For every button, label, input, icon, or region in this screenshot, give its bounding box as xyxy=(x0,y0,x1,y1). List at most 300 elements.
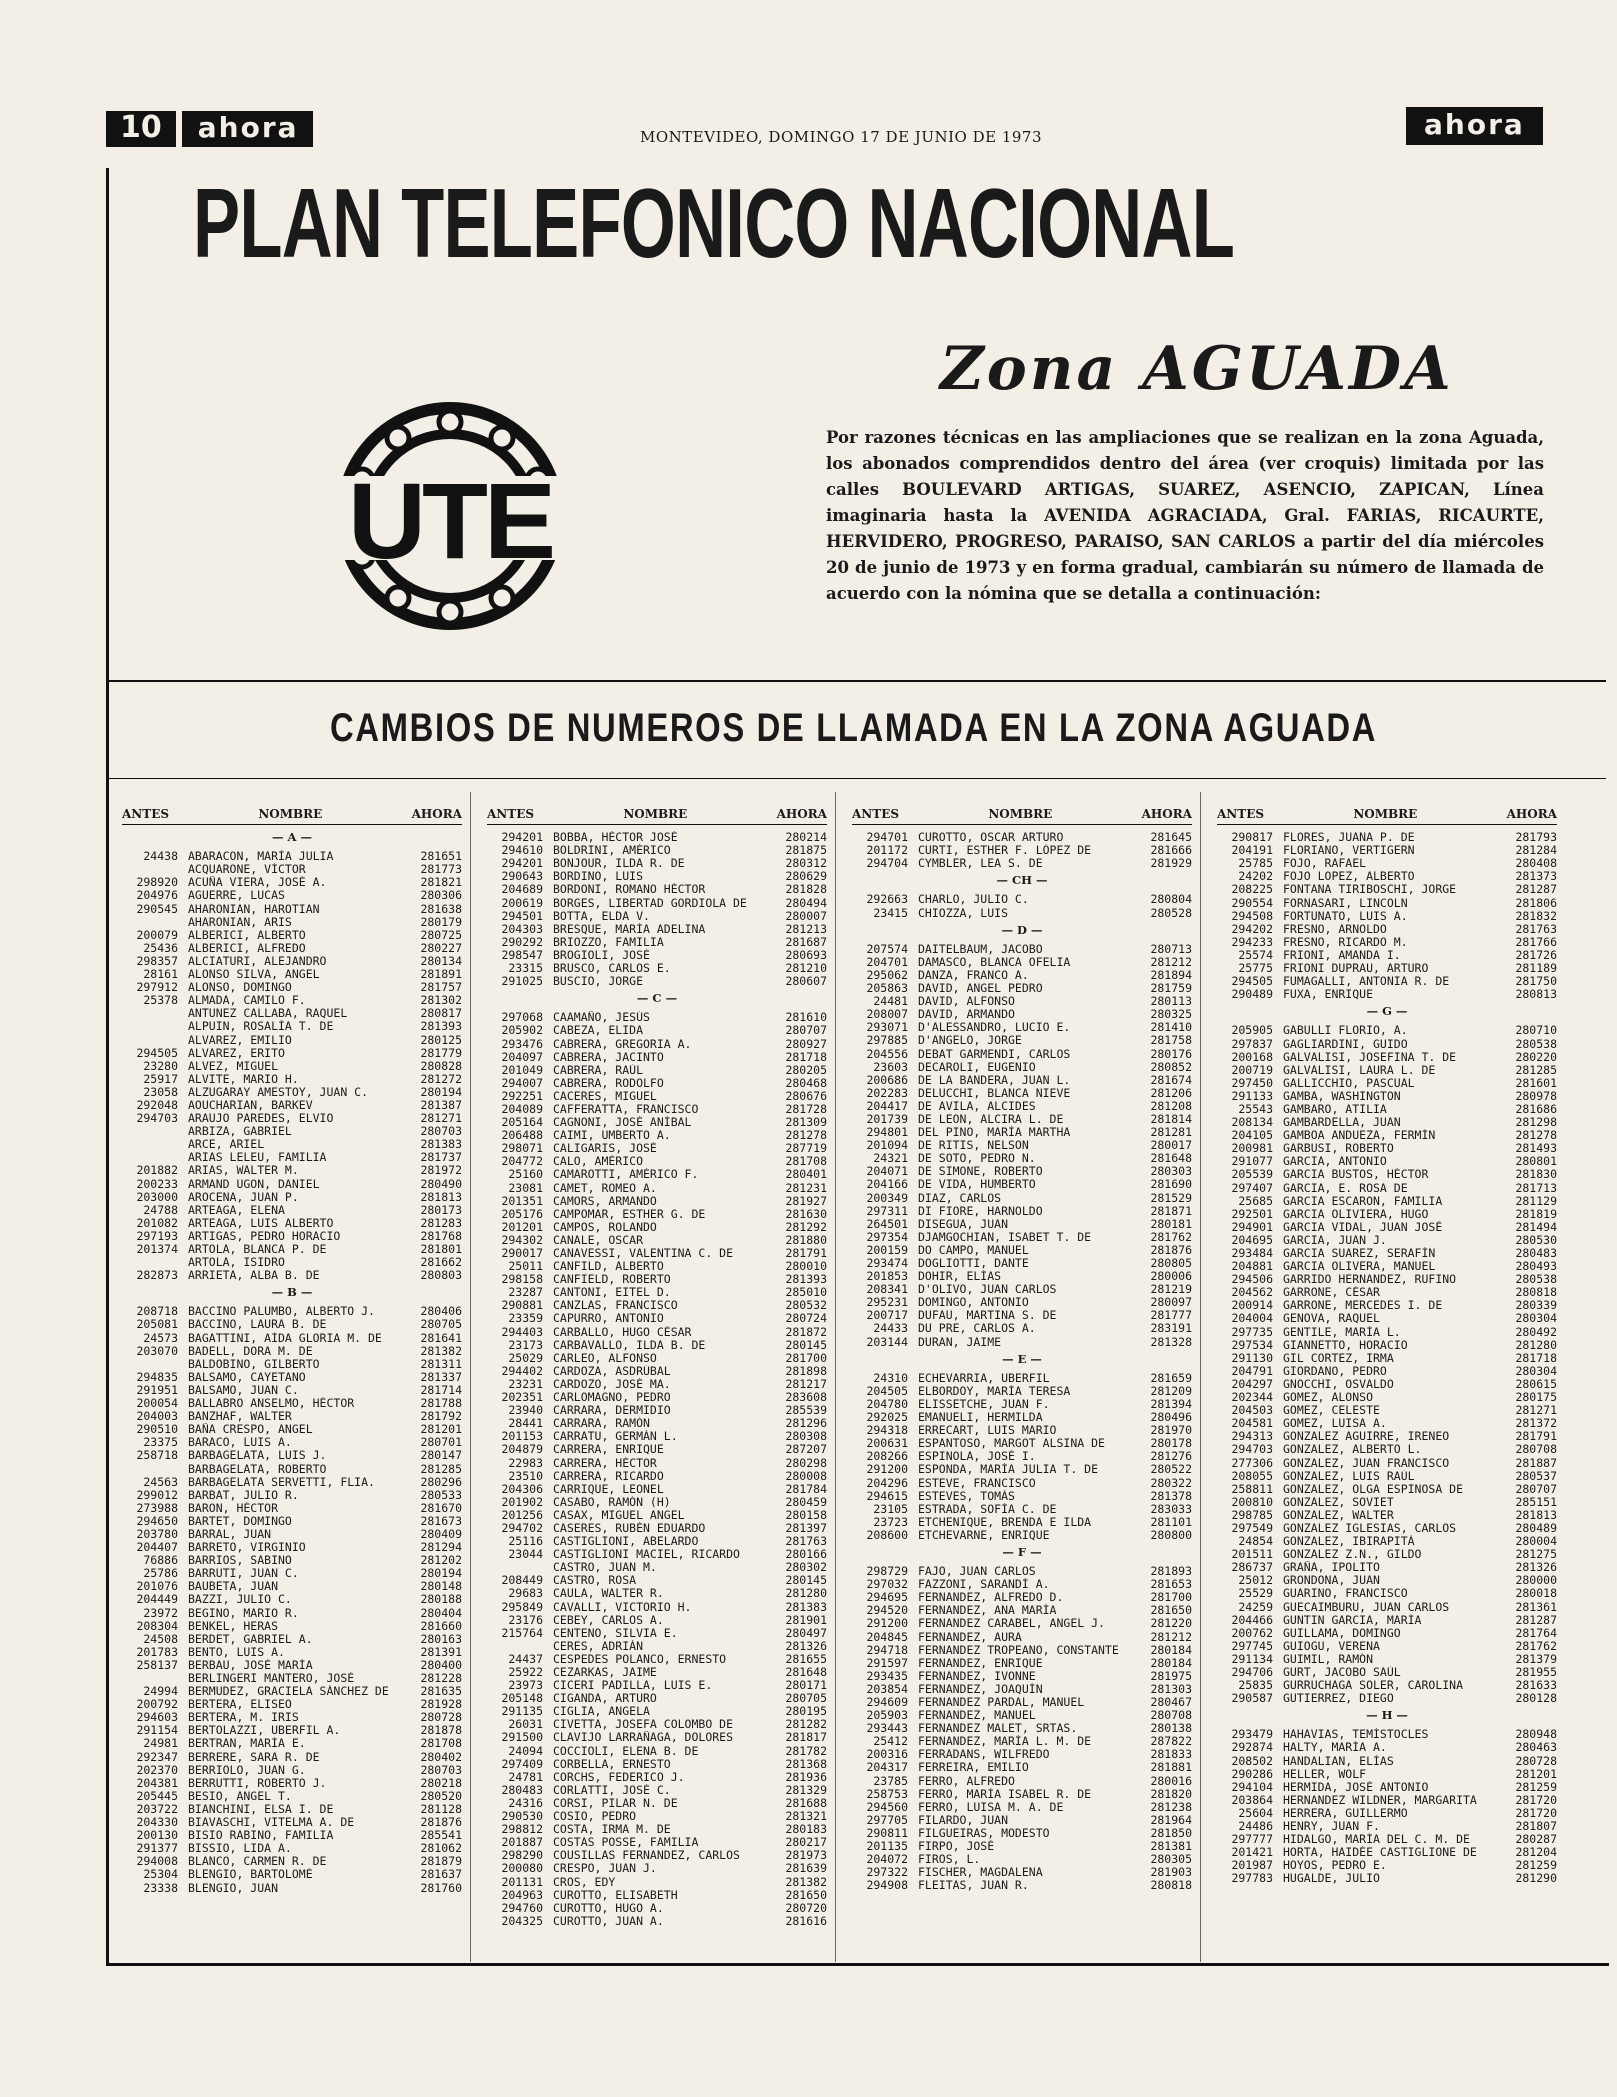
table-row xyxy=(852,1801,1192,1814)
new-number: 280724 xyxy=(785,1311,827,1326)
table-row xyxy=(852,1463,1192,1476)
old-number: 294704 xyxy=(866,856,908,871)
subscriber-name: ARTEAGA, LUIS ALBERTO xyxy=(188,1216,334,1230)
new-number: 281326 xyxy=(785,1638,827,1653)
old-number: 294706 xyxy=(1231,1665,1273,1679)
new-number: 281728 xyxy=(785,1101,827,1116)
old-number: 204003 xyxy=(136,1409,178,1424)
subscriber-name: FLORES, JUANA P. DE xyxy=(1283,831,1415,845)
table-row xyxy=(852,1231,1192,1244)
new-number: 281208 xyxy=(1150,1098,1192,1113)
new-number: 281779 xyxy=(420,1045,462,1060)
old-number: 297322 xyxy=(866,1865,908,1880)
table-row xyxy=(852,1657,1192,1670)
old-number: 205863 xyxy=(866,981,908,996)
subscriber-name: D'ALESSANDRO, LUCIO E. xyxy=(918,1021,1071,1035)
subscriber-name: CASTRO, ROSA xyxy=(553,1574,637,1588)
new-number: 281212 xyxy=(1150,1629,1192,1644)
table-row xyxy=(487,1548,827,1561)
new-number: 281801 xyxy=(420,1242,462,1256)
table-row xyxy=(487,1339,827,1352)
new-number: 281272 xyxy=(420,1071,462,1086)
old-number: 294609 xyxy=(866,1695,908,1709)
new-number: 281975 xyxy=(1150,1668,1192,1683)
old-number: 204105 xyxy=(1231,1128,1273,1143)
old-number: 23359 xyxy=(508,1311,543,1326)
old-number: 23375 xyxy=(143,1435,178,1450)
subscriber-name: AROCENA, JUAN P. xyxy=(188,1190,299,1204)
old-number: 201421 xyxy=(1231,1845,1273,1860)
subscriber-name: CASAX, MIGUEL ANGEL xyxy=(553,1508,685,1522)
letter-heading: — G — xyxy=(1366,1004,1408,1019)
table-row xyxy=(852,1034,1192,1047)
new-number: 280828 xyxy=(420,1058,462,1073)
old-number: 24310 xyxy=(873,1370,908,1385)
old-number: 204330 xyxy=(136,1815,178,1830)
new-number: 281893 xyxy=(1150,1564,1192,1579)
subscriber-name: BRIOZZO, FAMILIA xyxy=(553,935,664,949)
new-number: 281708 xyxy=(785,1154,827,1169)
table-row xyxy=(487,1876,827,1889)
new-number: 281276 xyxy=(1150,1449,1192,1464)
old-number: 291154 xyxy=(136,1723,178,1738)
new-number: 281929 xyxy=(1150,856,1192,871)
directory-column xyxy=(122,808,462,1958)
new-number: 280818 xyxy=(1150,1878,1192,1893)
new-number: 280490 xyxy=(420,1176,462,1191)
new-number: 281955 xyxy=(1515,1665,1557,1679)
subscriber-name: DOGLIOTTI, DANTE xyxy=(918,1257,1029,1270)
old-number: 291130 xyxy=(1231,1350,1273,1365)
new-number: 280528 xyxy=(1150,905,1192,920)
subscriber-name: DE SIMONE, ROBERTO xyxy=(918,1165,1043,1179)
subscriber-name: GARCIA ESCARON, FAMILIA xyxy=(1283,1194,1443,1208)
subscriber-name: HALTY, MARÍA A. xyxy=(1283,1741,1387,1755)
new-number: 281791 xyxy=(785,1246,827,1260)
new-number: 280184 xyxy=(1150,1655,1192,1670)
new-number: 280708 xyxy=(1515,1442,1557,1457)
subscriber-name: BARACO, LUIS A. xyxy=(188,1436,292,1450)
new-number: 281378 xyxy=(1150,1488,1192,1503)
old-number: 25543 xyxy=(1238,1101,1273,1116)
table-row xyxy=(487,1483,827,1496)
table-row xyxy=(1217,1064,1557,1077)
table-row xyxy=(122,1217,462,1230)
old-number: 200686 xyxy=(866,1072,908,1087)
old-number: 294718 xyxy=(866,1642,908,1657)
subscriber-name: FIROS, L. xyxy=(918,1853,981,1867)
table-row xyxy=(852,1529,1192,1542)
subscriber-name: HOYOS, PEDRO E. xyxy=(1283,1859,1387,1873)
old-number: 25436 xyxy=(143,940,178,955)
new-number: 280728 xyxy=(1515,1753,1557,1768)
new-number: 281894 xyxy=(1150,967,1192,982)
brand-logo-right: ahora xyxy=(1406,107,1543,145)
subscriber-name: CANALE, OSCAR xyxy=(553,1233,644,1247)
table-row xyxy=(1217,1312,1557,1325)
new-number: 280173 xyxy=(420,1202,462,1217)
subscriber-name: BACCINO, LAURA B. DE xyxy=(188,1318,327,1332)
subscriber-name: BOTTA, ELDA V. xyxy=(553,909,650,923)
new-number: 280483 xyxy=(1515,1246,1557,1260)
new-number: 281630 xyxy=(785,1206,827,1221)
subscriber-name: GARCIA OLIVIERA, HUGO xyxy=(1283,1207,1429,1221)
table-row xyxy=(852,1074,1192,1087)
new-number: 280218 xyxy=(420,1775,462,1790)
subscriber-name: CLAVIJO LARRAÑAGA, DOLORES xyxy=(553,1731,734,1745)
old-number: 201853 xyxy=(866,1269,908,1284)
table-row xyxy=(122,850,462,863)
old-number: 25412 xyxy=(873,1734,908,1749)
old-number: 202351 xyxy=(501,1390,543,1405)
subscriber-name: ALVAREZ, EMILIO xyxy=(188,1033,292,1047)
new-number: 281213 xyxy=(785,921,827,936)
new-number: 280004 xyxy=(1515,1534,1557,1549)
subscriber-name: ESPONDA, MARÍA JULIA T. DE xyxy=(918,1463,1099,1477)
old-number: 277306 xyxy=(1231,1455,1273,1470)
old-number: 290489 xyxy=(1231,987,1273,1002)
old-number: 297912 xyxy=(136,980,178,995)
new-number: 281639 xyxy=(785,1861,827,1876)
column-header xyxy=(1217,808,1557,825)
new-number: 281321 xyxy=(785,1809,827,1824)
table-row xyxy=(122,1047,462,1060)
subscriber-name: BARRETO, VIRGINIO xyxy=(188,1541,306,1555)
subscriber-name: CACERES, MIGUEL xyxy=(553,1089,657,1103)
subscriber-name: BENKEL, HERAS xyxy=(188,1619,279,1633)
subscriber-name: FOJO, RAFAEL xyxy=(1283,857,1367,871)
old-number: 201049 xyxy=(501,1062,543,1077)
old-number: 26031 xyxy=(508,1717,543,1732)
subscriber-name: CERES, ADRIÁN xyxy=(553,1639,644,1653)
new-number: 280492 xyxy=(1515,1324,1557,1339)
new-number: 281494 xyxy=(1515,1219,1557,1234)
subscriber-name: ARBIZA, GABRIEL xyxy=(188,1125,292,1139)
new-number: 281382 xyxy=(785,1874,827,1889)
new-number: 281202 xyxy=(420,1553,462,1568)
table-row xyxy=(487,910,827,923)
old-number: 290017 xyxy=(501,1246,543,1260)
table-row xyxy=(487,936,827,949)
old-number: 282873 xyxy=(136,1268,178,1283)
table-row xyxy=(122,1164,462,1177)
table-row xyxy=(852,1048,1192,1061)
old-number: 290587 xyxy=(1231,1691,1273,1706)
subscriber-name: HERMIDA, JOSÉ ANTONIO xyxy=(1283,1780,1429,1794)
table-row xyxy=(487,897,827,910)
old-number: 204556 xyxy=(866,1046,908,1061)
new-number: 281298 xyxy=(1515,1115,1557,1130)
subscriber-name: ARAUJO PAREDES, ELVIO xyxy=(188,1112,334,1126)
subscriber-name: DAMASCO, BLANCA OFELIA xyxy=(918,955,1071,969)
table-row xyxy=(1217,1496,1557,1509)
old-number: 28161 xyxy=(143,967,178,982)
subscriber-name: COSTA, IRMA M. DE xyxy=(553,1823,671,1837)
table-row xyxy=(122,1646,462,1659)
directory-column xyxy=(1217,808,1557,1958)
subscriber-name: BERRUTTI, ROBERTO J. xyxy=(188,1776,327,1790)
table-row xyxy=(122,1112,462,1125)
subscriber-name: BLENGIO, BARTOLOMÉ xyxy=(188,1868,313,1882)
old-number: 24437 xyxy=(508,1651,543,1666)
subscriber-name: CUROTTO, JUAN A. xyxy=(553,1914,664,1928)
new-number: 280304 xyxy=(1515,1363,1557,1378)
old-number: 23058 xyxy=(143,1084,178,1099)
subscriber-name: CENTENO, SILVIA E. xyxy=(553,1626,678,1640)
old-number: 201135 xyxy=(866,1839,908,1854)
subscriber-name: GUTIERREZ, DIEGO xyxy=(1283,1692,1394,1706)
subscriber-name: DOMINGO, ANTONIO xyxy=(918,1296,1029,1310)
subscriber-name: CAMORS, ARMANDO xyxy=(553,1194,657,1208)
new-number: 281292 xyxy=(785,1219,827,1234)
subscriber-name: FERNANDEZ, JOAQUÍN xyxy=(918,1682,1043,1696)
new-number: 280188 xyxy=(420,1592,462,1607)
new-number: 281828 xyxy=(785,882,827,897)
subscriber-name: BIAVASCHI, VITELMA A. DE xyxy=(188,1816,355,1830)
new-number: 280303 xyxy=(1150,1164,1192,1179)
table-row xyxy=(1217,1208,1557,1221)
new-number: 281813 xyxy=(1515,1507,1557,1522)
new-number: 281287 xyxy=(1515,882,1557,897)
new-number: 281285 xyxy=(420,1461,462,1476)
new-number: 281633 xyxy=(1515,1678,1557,1693)
subscriber-name: CICERI PADILLA, LUIS E. xyxy=(553,1679,713,1693)
table-row xyxy=(487,1745,827,1758)
subscriber-name: HUGALDE, JULIO xyxy=(1283,1872,1380,1886)
new-number: 280178 xyxy=(1150,1436,1192,1451)
new-number: 280227 xyxy=(420,940,462,955)
subscriber-name: CAMPOMAR, ESTHER G. DE xyxy=(553,1207,706,1221)
old-number: 290286 xyxy=(1231,1766,1273,1781)
new-number: 281281 xyxy=(1150,1125,1192,1140)
old-number: 25012 xyxy=(1238,1573,1273,1588)
subscriber-name: GAMBA, WASHINGTON xyxy=(1283,1089,1401,1103)
old-number: 24981 xyxy=(143,1736,178,1751)
subscriber-name: CESPEDES POLANCO, ERNESTO xyxy=(553,1652,727,1666)
new-number: 281382 xyxy=(420,1343,462,1358)
table-row xyxy=(852,1617,1192,1630)
subscriber-name: CANFIELD, ROBERTO xyxy=(553,1273,671,1287)
old-number: 290545 xyxy=(136,901,178,916)
old-number xyxy=(122,1358,178,1371)
new-number: 280000 xyxy=(1515,1573,1557,1588)
table-row xyxy=(487,1758,827,1771)
subscriber-name: GARCIA, ANTONIO xyxy=(1283,1155,1387,1169)
new-number: 281397 xyxy=(785,1520,827,1535)
subscriber-name: EMANUELI, HERMILDA xyxy=(918,1411,1043,1425)
table-row xyxy=(852,1477,1192,1490)
new-number: 281328 xyxy=(1150,1334,1192,1349)
old-number: 25786 xyxy=(143,1566,178,1581)
subscriber-name: GUARINO, FRANCISCO xyxy=(1283,1587,1408,1601)
old-number: 201256 xyxy=(501,1507,543,1522)
new-number: 280287 xyxy=(1515,1832,1557,1847)
subscriber-name: ELISSETCHE, JUAN F. xyxy=(918,1397,1050,1411)
subscriber-name: ESTRADA, SOFÍA C. DE xyxy=(918,1502,1057,1516)
old-number: 208304 xyxy=(136,1618,178,1633)
subscriber-name: FILARDO, JUAN xyxy=(918,1813,1009,1827)
subscriber-name: FORNASARI, LINCOLN xyxy=(1283,896,1408,910)
table-row xyxy=(1217,1614,1557,1627)
table-row xyxy=(122,1764,462,1777)
subscriber-name: FERNANDEZ CARABEL, ANGEL J. xyxy=(918,1617,1105,1631)
subscriber-name: BERTERA, ELISEO xyxy=(188,1698,292,1712)
old-number: 204695 xyxy=(1231,1232,1273,1247)
new-number: 280306 xyxy=(420,888,462,903)
new-number: 281275 xyxy=(1515,1547,1557,1562)
old-number: 24788 xyxy=(143,1202,178,1217)
subscriber-name: BALLABRO ANSELMO, HÉCTOR xyxy=(188,1397,355,1411)
table-row xyxy=(1217,1365,1557,1378)
table-row xyxy=(122,1868,462,1881)
table-row xyxy=(122,903,462,916)
subscriber-name: DE SOTO, PEDRO N. xyxy=(918,1152,1036,1166)
old-number: 297885 xyxy=(866,1033,908,1048)
table-row xyxy=(487,1352,827,1365)
table-row xyxy=(122,1502,462,1515)
table-row xyxy=(487,1443,827,1456)
new-number: 281878 xyxy=(420,1723,462,1738)
subscriber-name: BOBBA, HÉCTOR JOSÉ xyxy=(553,831,678,845)
old-number: 291597 xyxy=(866,1655,908,1670)
old-number: 204845 xyxy=(866,1629,908,1644)
subscriber-name: ARTEAGA, ELENA xyxy=(188,1203,285,1217)
table-row xyxy=(122,1034,462,1047)
subscriber-name: BERRERE, SARA R. DE xyxy=(188,1750,320,1764)
subscriber-name: FISCHER, MAGDALENA xyxy=(918,1866,1043,1880)
old-number: 25785 xyxy=(1238,856,1273,871)
new-number: 280018 xyxy=(1515,1586,1557,1601)
new-number: 281793 xyxy=(1515,830,1557,845)
table-row xyxy=(122,1345,462,1358)
subscriber-name: CARDOZA, ASDRÚBAL xyxy=(553,1364,671,1378)
new-number: 280705 xyxy=(785,1691,827,1706)
subscriber-name: ALONSO SILVA, ANGEL xyxy=(188,968,320,982)
new-number: 280304 xyxy=(1515,1311,1557,1326)
table-row xyxy=(487,1024,827,1037)
old-number: 204562 xyxy=(1231,1285,1273,1300)
subscriber-name: ARRIETA, ALBA B. DE xyxy=(188,1269,320,1283)
old-number: 204581 xyxy=(1231,1416,1273,1431)
subscriber-name: GARBUSI, ROBERTO xyxy=(1283,1142,1394,1156)
table-row xyxy=(852,1490,1192,1503)
subscriber-name: CARRERA, ENRIQUE xyxy=(553,1443,664,1457)
old-number: 23315 xyxy=(508,961,543,976)
old-number: 297032 xyxy=(866,1577,908,1592)
table-row xyxy=(852,1336,1192,1349)
old-number: 294302 xyxy=(501,1232,543,1247)
old-number: 291135 xyxy=(501,1704,543,1719)
new-number: 281280 xyxy=(1515,1337,1557,1352)
new-number: 281713 xyxy=(1515,1180,1557,1195)
subscriber-name: AHARONIAN, ARIS xyxy=(188,915,292,929)
table-row xyxy=(487,1064,827,1077)
new-number: 280703 xyxy=(420,1762,462,1777)
table-row xyxy=(1217,1051,1557,1064)
table-row xyxy=(487,1168,827,1181)
old-number: 204689 xyxy=(501,882,543,897)
subscriber-name: FLORIANO, VERTIGERN xyxy=(1283,844,1415,858)
new-number: 280817 xyxy=(420,1006,462,1021)
subscriber-name: CASTIGLIONI MACIEL, RICARDO xyxy=(553,1548,740,1562)
masthead-left xyxy=(106,111,313,147)
table-row xyxy=(1217,1077,1557,1090)
new-number: 280409 xyxy=(420,1526,462,1541)
new-number: 280710 xyxy=(1515,1023,1557,1038)
table-row xyxy=(852,1087,1192,1100)
new-number: 281296 xyxy=(785,1416,827,1431)
new-number: 281129 xyxy=(1515,1193,1557,1208)
old-number: 295231 xyxy=(866,1295,908,1310)
subscriber-name: ACUÑA VIERA, JOSÉ A. xyxy=(188,876,327,890)
table-row xyxy=(487,1509,827,1522)
subscriber-name: CEBEY, CARLOS A. xyxy=(553,1613,664,1627)
table-row xyxy=(487,1771,827,1784)
table-row xyxy=(122,1790,462,1803)
subscriber-name: ALVEZ, MIGUEL xyxy=(188,1059,279,1073)
subscriber-name: DANZA, FRANCO A. xyxy=(918,968,1029,982)
old-number: 294695 xyxy=(866,1590,908,1605)
old-number: 294835 xyxy=(136,1369,178,1384)
subscriber-name: BENTO, LUIS A. xyxy=(188,1645,285,1659)
subscriber-name: FERNANDEZ, ANA MARÍA xyxy=(918,1604,1057,1618)
new-number: 281201 xyxy=(1515,1766,1557,1781)
table-row xyxy=(1217,936,1557,949)
new-number: 285541 xyxy=(420,1828,462,1843)
table-row xyxy=(122,1269,462,1282)
old-number: 293479 xyxy=(1231,1727,1273,1742)
new-number: 280176 xyxy=(1150,1046,1192,1061)
subscriber-name: BRUSCO, CARLOS E. xyxy=(553,962,671,976)
subscriber-name: BADELL, DORA M. DE xyxy=(188,1344,313,1358)
old-number: 24854 xyxy=(1238,1534,1273,1549)
subscriber-name: CUROTTO, OSCAR ARTURO xyxy=(918,831,1064,845)
new-number: 280467 xyxy=(1150,1695,1192,1709)
table-row xyxy=(852,893,1192,906)
old-number: 25029 xyxy=(508,1350,543,1365)
subscriber-name: GALVALISI, JOSEFINA T. DE xyxy=(1283,1050,1457,1064)
new-number: 281217 xyxy=(785,1376,827,1391)
table-row xyxy=(1217,1352,1557,1365)
subscriber-name: FAJO, JUAN CARLOS xyxy=(918,1565,1036,1579)
old-number: 200810 xyxy=(1231,1494,1273,1509)
subscriber-name: CAMAROTTI, AMÉRICO F. xyxy=(553,1168,699,1182)
subscriber-name: HENRY, JUAN F. xyxy=(1283,1820,1380,1834)
new-number: 281718 xyxy=(1515,1350,1557,1365)
new-number: 281791 xyxy=(1515,1429,1557,1444)
new-number: 281660 xyxy=(420,1618,462,1633)
old-number: 201511 xyxy=(1231,1547,1273,1562)
old-number: 292347 xyxy=(136,1749,178,1764)
old-number: 297450 xyxy=(1231,1075,1273,1090)
new-number: 281764 xyxy=(1515,1625,1557,1640)
subscriber-name: BAÑA CRESPO, ANGEL xyxy=(188,1423,313,1437)
new-number: 280537 xyxy=(1515,1468,1557,1483)
subscriber-name: DURAN, JAIME xyxy=(918,1335,1002,1349)
new-number: 280145 xyxy=(785,1337,827,1352)
old-number: 201172 xyxy=(866,843,908,858)
table-row xyxy=(487,1889,827,1902)
old-number: 290811 xyxy=(866,1825,908,1840)
old-number: 204306 xyxy=(501,1481,543,1496)
old-number: 297534 xyxy=(1231,1337,1273,1352)
table-row xyxy=(487,1326,827,1339)
subscriber-name: GALVALISI, LAURA L. DE xyxy=(1283,1063,1436,1077)
new-number: 281189 xyxy=(1515,961,1557,976)
subscriber-name: CHARLO, JULIO C. xyxy=(918,893,1029,907)
new-number: 281830 xyxy=(1515,1167,1557,1182)
old-number: 204097 xyxy=(501,1049,543,1064)
